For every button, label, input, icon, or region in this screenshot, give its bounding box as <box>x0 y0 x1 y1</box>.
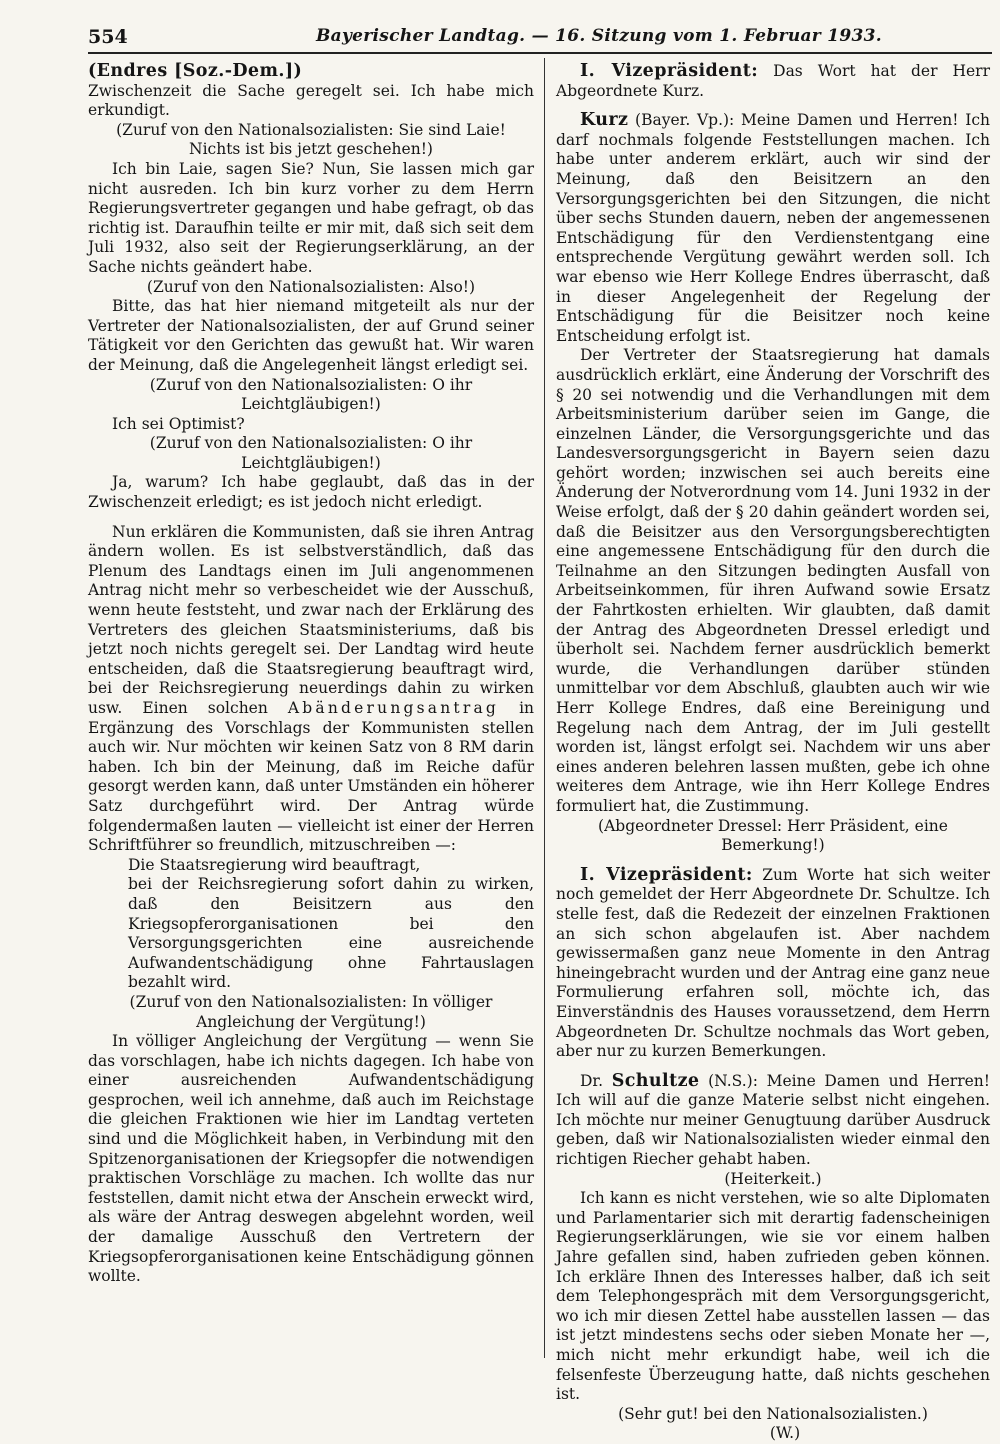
interjection: (Heiterkeit.) <box>724 1169 822 1188</box>
paragraph: Ich kann es nicht verstehen, wie so alte Diplomaten und Parlamentarier sich mit derartig fadenscheinigen Regierungserklärungen, wie sie vor einem halben Jahre gefallen sind, haben zufrieden geben können. Ich erkläre Ihnen des Interesses halber, daß ich seit dem Telephongespräch mit dem Versorgungsgericht, wo ich mir diesen Zettel habe ausstellen lassen — das ist jetzt mindestens sechs oder sieben Monate her —, mich nicht mehr erkundigt habe, weil ich die felsenfeste Überzeugung hatte, daß nichts geschehen ist. <box>556 1189 990 1404</box>
header-rule <box>88 52 992 54</box>
paragraph: In völliger Angleichung der Vergütung — wenn Sie das vorschlagen, habe ich nichts dagegen. Ich habe von einer ausreichenden Aufwandentschädigung gesprochen, weil ich annehme, daß auch im Reichstage die gleichen Fraktionen wie hier im Landtag verteten sind und die Möglichkeit haben, in Verbindung mit den Spitzenorganisationen der Kriegsopfer die notwendigen praktischen Vorschläge zu machen. Ich wollte das nur feststellen, damit nicht etwa der Anschein erweckt wird, als wäre der Antrag deswegen abgelehnt worden, weil der damalige Ausschuß den Vertretern der Kriegsopferorganisationen keine Entschädigung gönnen wollte. <box>88 1032 534 1286</box>
speech-schultze: Dr. Schultze (N.S.): Meine Damen und Herren! Ich will auf die ganze Materie selbst nicht eingehen. Ich möchte nur meiner Genugtuung darüber Ausdruck geben, daß wir Nationalsozialisten wieder einmal den richtigen Riecher gehabt haben. <box>556 1070 990 1169</box>
speech-vizepraesident: I. Vizepräsident: Zum Worte hat sich weiter noch gemeldet der Herr Abgeordnete Dr. Schultze. Ich stelle fest, daß die Redezeit der einzelnen Fraktionen an sich schon abgelaufen ist. Aber nachdem gewissermaßen ganz neue Momente in den Antrag hineingebracht wurden und der Antrag eine ganz neue Formulierung erfahren soll, möchte ich, das Einverständnis des Hauses voraussetzend, dem Herrn Abgeordneten Dr. Schultze nochmals das Wort geben, aber nur zu kurzen Bemerkungen. <box>556 864 990 1061</box>
paragraph: Ja, warum? Ich habe geglaubt, daß das in der Zwischenzeit erledigt; es ist jedoch nicht erledigt. <box>88 473 534 512</box>
paragraph: Zwischenzeit die Sache geregelt sei. Ich habe mich erkundigt. <box>88 81 534 120</box>
continuation-marker: (Endres [Soz.-Dem.]) <box>88 61 303 81</box>
speaker-name: Kurz <box>580 110 629 131</box>
interjection: (Zuruf von den Nationalsozialisten: In völliger Angleichung der Vergütung!) <box>129 992 493 1031</box>
paragraph: Nun erklären die Kommunisten, daß sie ihren Antrag ändern wollen. Es ist selbstverständlich, daß das Plenum des Landtags einen im Juli angenommenen Antrag nicht mehr so verbescheidet wie der Ausschuß, wenn heute feststeht, und zwar nach der Erklärung des Vertreters des gleichen Staatsministeriums, daß bis jetzt noch nichts geregelt sei. Der Landtag wird heute entscheiden, daß die Staatsregierung beauftragt wird, bei der Reichsregierung neuerdings dahin zu wirken usw. Einen solchen Abänderungsantrag in Ergänzung des Vorschlags der Kommunisten stellen auch wir. Nur möchten wir keinen Satz von 8 RM darin haben. Ich bin der Meinung, daß im Reiche dafür gesorgt werden kann, daß unter Umständen ein höherer Satz durchgeführt wird. Der Antrag würde folgendermaßen lauten — vielleicht ist einer der Herren Schriftführer so freundlich, mitzuschreiben —: <box>88 522 535 855</box>
speaker-name: I. Vizepräsident: <box>580 864 753 885</box>
column-divider <box>544 58 545 1358</box>
interjection: (Zuruf von den Nationalsozialisten: O ihr Leichtgläubigen!) <box>149 375 473 414</box>
reporter-signature: (W.) <box>769 1424 801 1443</box>
page-header <box>88 22 992 52</box>
interjection: (Zuruf von den Nationalsozialisten: Also!) <box>146 277 476 296</box>
interjection: (Zuruf von den Nationalsozialisten: Sie sind Laie! Nichts ist bis jetzt geschehen!) <box>116 120 506 159</box>
paragraph: Der Vertreter der Staatsregierung hat damals ausdrücklich erklärt, eine Änderung der Vorschrift des § 20 sei notwendig und die Verhandlungen mit dem Arbeitsministerium darüber seien im Gange, die einzelnen Länder, die Versorgungsgerichte und das Landesversorgungsgericht in Bayern seien dazu gehört worden; inzwischen sei auch bereits eine Änderung der Notverordnung vom 14. Juni 1932 in der Weise erfolgt, daß der § 20 dahin geändert worden sei, daß die Beisitzer aus den Versorgungsberechtigten eine angemessene Entschädigung für den durch die Teilnahme an den Sitzungen bedingten Ausfall von Arbeitseinkommen, für ihren Aufwand sowie Ersatz der Fahrtkosten erhielten. Wir glaubten, daß damit der Antrag des Abgeordneten Dressel erledigt und überholt sei. Nachdem ferner ausdrücklich bemerkt wurde, die Verhandlungen darüber stünden unmittelbar vor dem Abschluß, glaubten auch wir wie Herr Kollege Endres, daß eine Bereinigung und Regelung nach dem Antrag, der im Juli gestellt worden ist, längst erfolgt sei. Nachdem wir uns aber eines anderen belehren lassen mußten, gebe ich ohne weiteres dem Antrage, wie ihn Herr Kollege Endres formuliert hat, die Zustimmung. <box>556 346 990 815</box>
speech-vizepraesident: I. Vizepräsident: Das Wort hat der Herr Abgeordnete Kurz. <box>556 61 990 100</box>
paragraph: Ich bin Laie, sagen Sie? Nun, Sie lassen mich gar nicht ausreden. Ich bin kurz vorher zu dem Herrn Regierungsvertreter gegangen und habe gefragt, ob das richtig ist. Daraufhin teilte er mir mit, daß sich seit dem Juli 1932, also seit der Regierungserklärung, an der Sache nichts geändert habe. <box>88 159 534 276</box>
emphasized-term: Abänderungsantrag <box>287 699 500 717</box>
interjection: (Sehr gut! bei den Nationalsozialisten.) <box>618 1404 928 1423</box>
left-column <box>88 62 534 1362</box>
interjection: (Abgeordneter Dressel: Herr Präsident, eine Bemerkung!) <box>598 816 948 855</box>
paragraph: Bitte, das hat hier niemand mitgeteilt als nur der Vertreter der Nationalsozialisten, der auf Grund seiner Tätigkeit vor den Gerichten das gewußt hat. Wir waren der Meinung, daß die Angelegenheit längst erledigt sei. <box>88 297 534 374</box>
speaker-name: Schultze <box>611 1070 700 1091</box>
motion-intro: Die Staatsregierung wird beauftragt, <box>128 855 421 874</box>
speaker-name: I. Vizepräsident: <box>580 61 759 81</box>
speech-kurz: Kurz (Bayer. Vp.): Meine Damen und Herren! Ich darf nochmals folgende Feststellungen machen. Ich habe unter anderem erklärt, auch wir sind der Meinung, daß den Beisitzern an den Versorgungsgerichten bei den Sitzungen, die nicht über sechs Stunden dauern, neben der angemessenen Entschädigung für den Verdienstentgang eine entsprechende Vergütung gewährt werden soll. Ich war ebenso wie Herr Kollege Endres überrascht, daß in dieser Angelegenheit der Regelung der Entschädigung für die Beisitzer noch keine Entscheidung erfolgt ist. <box>556 110 990 345</box>
page-number: 554 <box>88 26 128 48</box>
paragraph: Ich sei Optimist? <box>112 414 245 433</box>
motion-text: bei der Reichsregierung sofort dahin zu wirken, daß den Beisitzern aus den Kriegsopferorganisationen bei den Versorgungsgerichten eine ausreichende Aufwandentschädigung ohne Fahrtauslagen bezahlt wird. <box>128 875 534 992</box>
right-column <box>556 61 990 1443</box>
running-title: Bayerischer Landtag. — 16. Sitzung vom 1. Februar 1933. <box>316 26 883 46</box>
interjection: (Zuruf von den Nationalsozialisten: O ihr Leichtgläubigen!) <box>149 434 473 472</box>
